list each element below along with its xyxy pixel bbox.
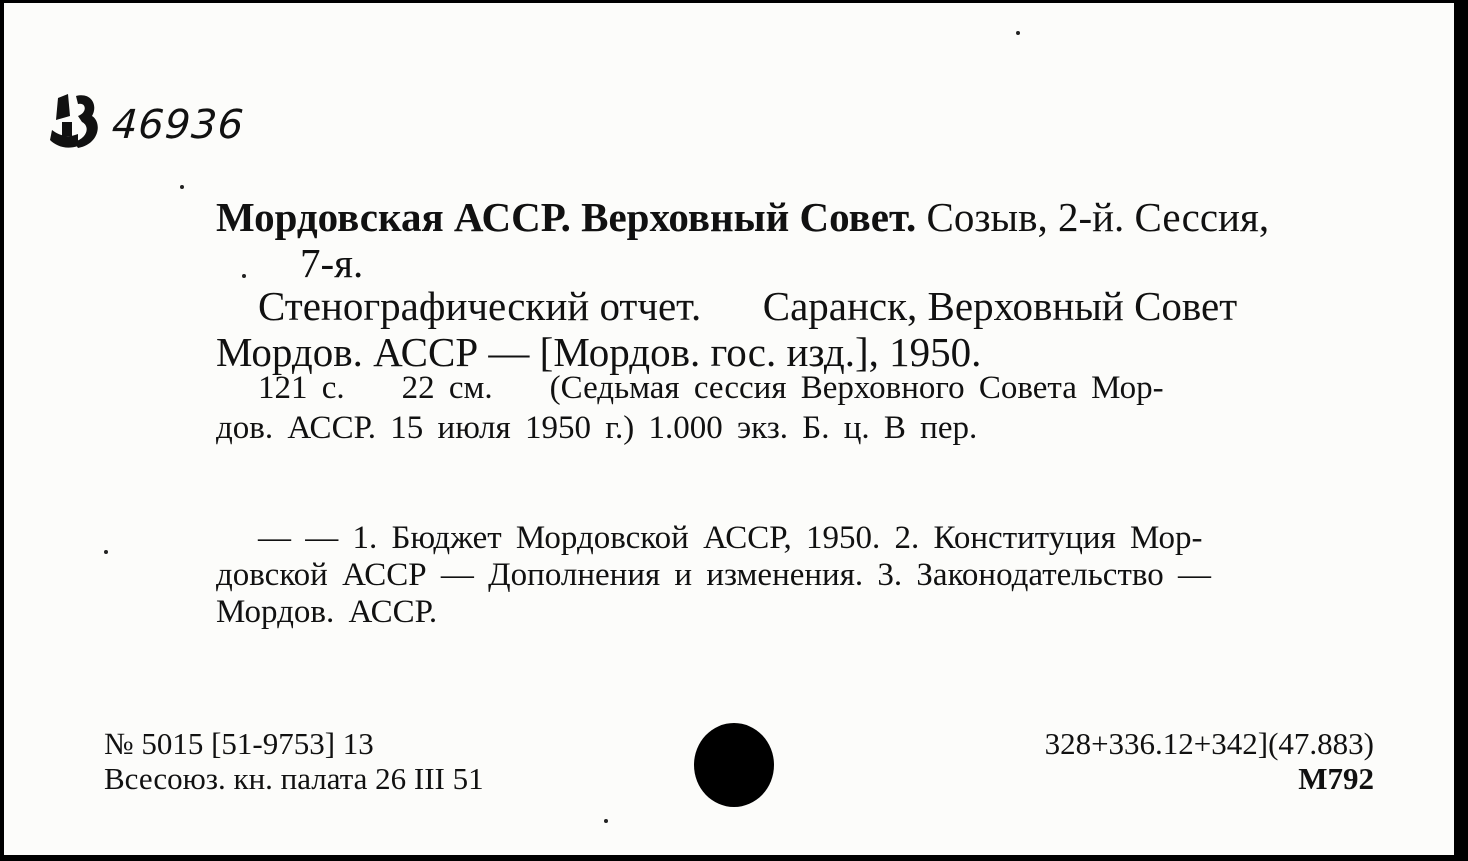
subject-line-1: — — 1. Бюджет Мордовской АССР, 1950. 2. Конституция Мор- [258, 520, 1203, 556]
title-line-1: Стенографический отчет. Саранск, Верховный Совет [258, 283, 1238, 329]
stamp-mark-icon [48, 86, 106, 156]
speck [104, 550, 108, 554]
footer-author-mark: M792 [1298, 761, 1374, 796]
footer-chamber-date: Всесоюз. кн. палата 26 III 51 [104, 761, 484, 796]
footer-classification: 328+336.12+342](47.883) [1044, 726, 1374, 761]
footer-record-number: № 5015 [51-9753] 13 [104, 726, 374, 761]
speck [180, 185, 184, 189]
handwritten-inventory-mark [48, 81, 244, 161]
catalog-card [4, 3, 1460, 855]
punch-hole [694, 723, 774, 807]
speck [242, 274, 246, 278]
heading-session: Созыв, 2-й. Сессия, [916, 194, 1270, 240]
description-line-1: 121 с. 22 см. (Седьмая сессия Верховного Совета Мор- [258, 370, 1164, 406]
subject-line-3: Мордов. АССР. [216, 594, 438, 630]
heading-line-1 [216, 194, 1270, 240]
heading-line-2: 7-я. [300, 240, 364, 286]
subject-line-2: довской АССР — Дополнения и изменения. 3. Законодательство — [216, 557, 1211, 593]
description-line-2: дов. АССР. 15 июля 1950 г.) 1.000 экз. Б. ц. В пер. [216, 410, 978, 446]
speck [604, 819, 608, 823]
heading-author: Мордовская АССР. Верховный Совет. [216, 194, 917, 240]
speck [1016, 31, 1020, 35]
handwritten-number: 46936 [110, 102, 246, 148]
title-line-2: Мордов. АССР — [Мордов. гос. изд.], 1950. [216, 329, 982, 375]
